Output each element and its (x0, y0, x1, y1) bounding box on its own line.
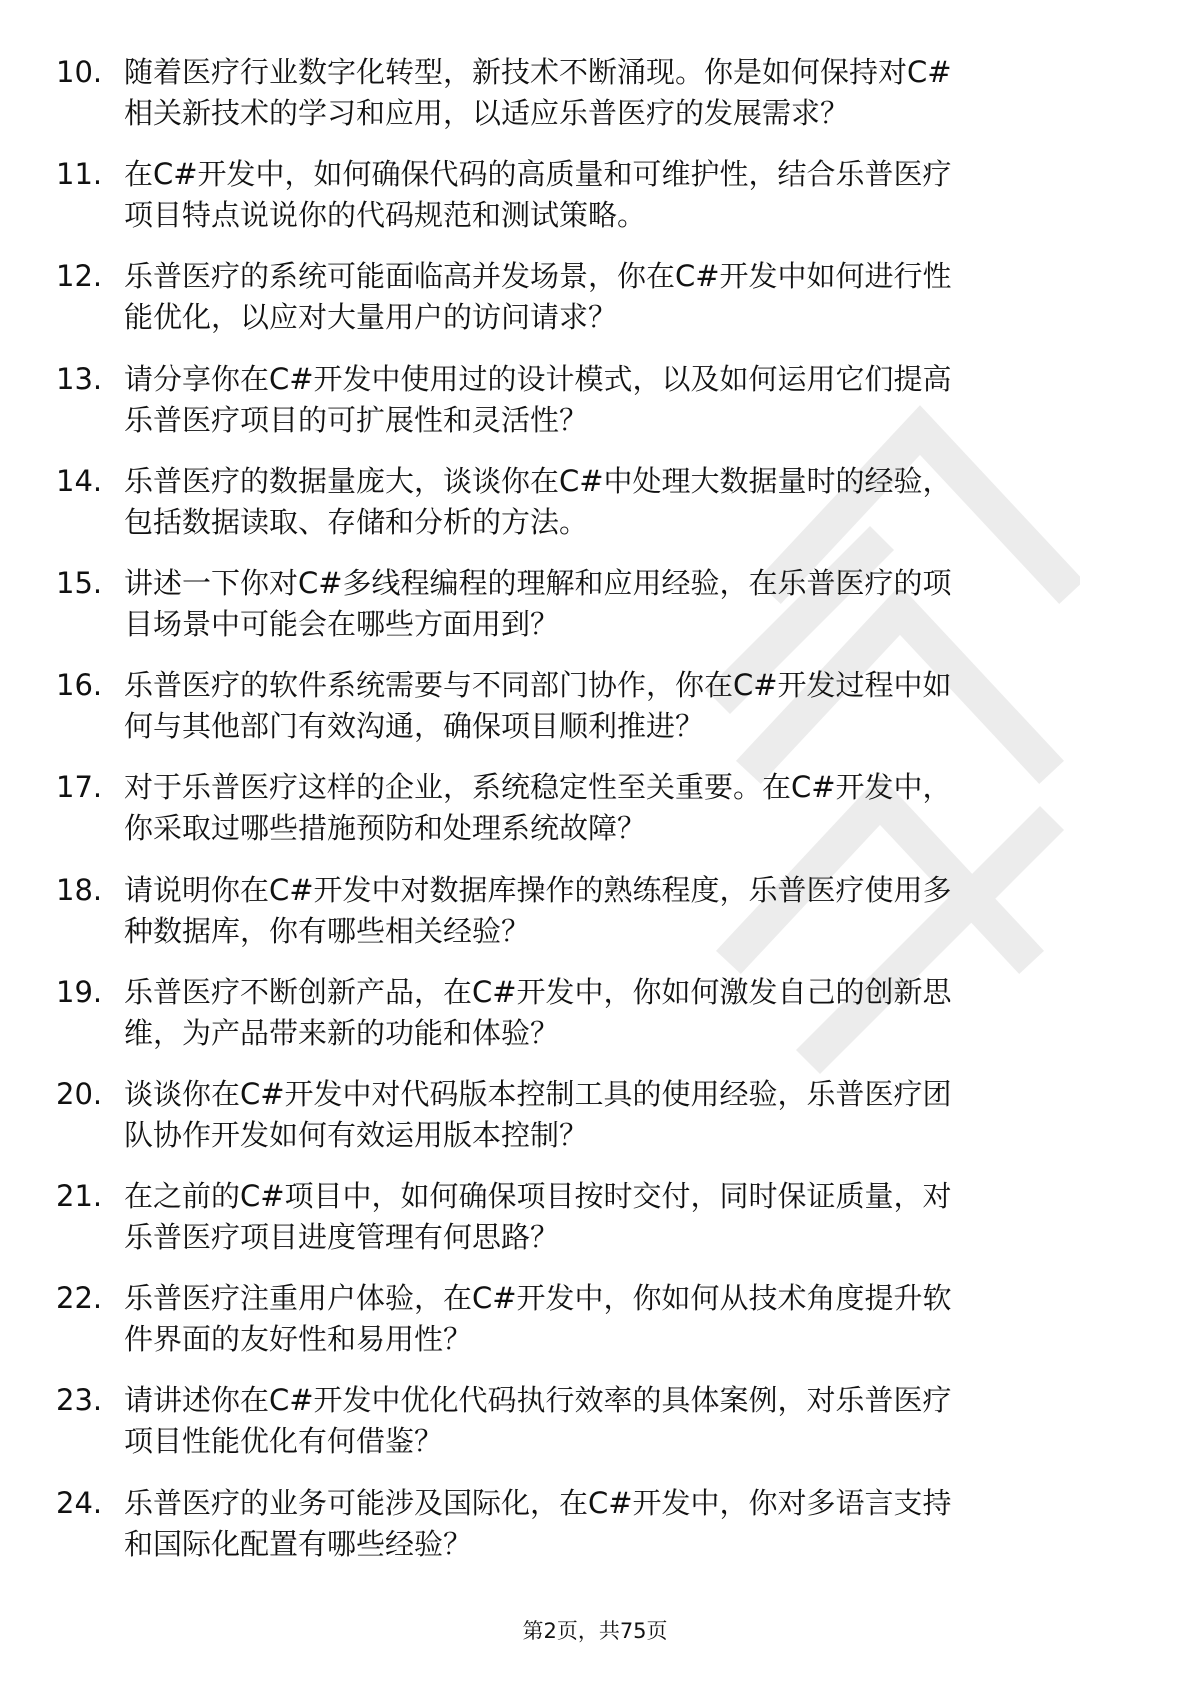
question-list (0, 52, 1190, 1585)
question-text (124, 1380, 1134, 1462)
question-text (124, 1074, 1134, 1156)
question-item (0, 563, 1190, 665)
question-number: 11. (56, 157, 103, 192)
question-text (124, 154, 1134, 236)
question-item (0, 972, 1190, 1074)
question-item (0, 1074, 1190, 1176)
question-line: 何与其他部门有效沟通，确保项目顺利推进？ (124, 709, 705, 744)
question-line: 在C#开发中，如何确保代码的高质量和可维护性，结合乐普医疗 (124, 157, 952, 192)
question-text (124, 1278, 1134, 1360)
question-text (124, 665, 1134, 747)
question-number: 20. (56, 1076, 103, 1111)
question-line: 在之前的C#项目中，如何确保项目按时交付，同时保证质量，对 (124, 1179, 952, 1214)
question-text (124, 1483, 1134, 1565)
question-line: 请分享你在C#开发中使用过的设计模式，以及如何运用它们提高 (124, 361, 952, 396)
question-text (124, 256, 1134, 338)
question-item (0, 52, 1190, 154)
question-line: 乐普医疗项目的可扩展性和灵活性？ (124, 402, 589, 437)
question-text (124, 359, 1134, 441)
question-item (0, 256, 1190, 358)
question-line: 请讲述你在C#开发中优化代码执行效率的具体案例，对乐普医疗 (124, 1383, 952, 1418)
question-line: 目场景中可能会在哪些方面用到？ (124, 606, 560, 641)
question-number: 10. (56, 55, 103, 89)
question-line: 和国际化配置有哪些经验？ (124, 1526, 473, 1561)
question-line: 件界面的友好性和易用性？ (124, 1322, 473, 1357)
question-number: 24. (56, 1485, 103, 1520)
question-line: 随着医疗行业数字化转型，新技术不断涌现。你是如何保持对C# (124, 55, 952, 89)
question-text (124, 563, 1134, 645)
question-number: 15. (56, 565, 103, 600)
question-number: 18. (56, 872, 103, 907)
question-line: 相关新技术的学习和应用，以适应乐普医疗的发展需求？ (124, 96, 850, 130)
question-text (124, 972, 1134, 1054)
question-item (0, 154, 1190, 256)
question-number: 17. (56, 770, 103, 805)
question-item (0, 1176, 1190, 1278)
question-line: 乐普医疗的数据量庞大，谈谈你在C#中处理大数据量时的经验， (124, 463, 952, 498)
question-item (0, 665, 1190, 767)
question-text (124, 1176, 1134, 1258)
question-text (124, 461, 1134, 543)
question-item (0, 767, 1190, 869)
question-line: 包括数据读取、存储和分析的方法。 (124, 504, 589, 539)
question-line: 你采取过哪些措施预防和处理系统故障？ (124, 811, 647, 846)
question-number: 22. (56, 1281, 103, 1316)
question-line: 乐普医疗的业务可能涉及国际化，在C#开发中，你对多语言支持 (124, 1485, 952, 1520)
question-line: 队协作开发如何有效运用版本控制？ (124, 1117, 589, 1152)
question-line: 种数据库，你有哪些相关经验？ (124, 913, 531, 948)
question-item (0, 1278, 1190, 1380)
question-number: 23. (56, 1383, 103, 1418)
question-line: 乐普医疗不断创新产品，在C#开发中，你如何激发自己的创新思 (124, 974, 952, 1009)
question-line: 项目性能优化有何借鉴？ (124, 1424, 444, 1459)
question-item (0, 461, 1190, 563)
question-line: 项目特点说说你的代码规范和测试策略。 (124, 198, 647, 233)
question-number: 13. (56, 361, 103, 396)
question-number: 14. (56, 463, 103, 498)
question-text (124, 767, 1134, 849)
question-line: 请说明你在C#开发中对数据库操作的熟练程度，乐普医疗使用多 (124, 872, 952, 907)
question-line: 乐普医疗的系统可能面临高并发场景，你在C#开发中如何进行性 (124, 259, 952, 294)
question-item (0, 1380, 1190, 1482)
question-number: 12. (56, 259, 103, 294)
question-line: 对于乐普医疗这样的企业，系统稳定性至关重要。在C#开发中， (124, 770, 952, 805)
question-number: 21. (56, 1179, 103, 1214)
question-item (0, 359, 1190, 461)
question-line: 乐普医疗注重用户体验，在C#开发中，你如何从技术角度提升软 (124, 1281, 952, 1316)
question-item (0, 870, 1190, 972)
question-item (0, 1483, 1190, 1585)
question-line: 讲述一下你对C#多线程编程的理解和应用经验，在乐普医疗的项 (124, 565, 952, 600)
question-number: 19. (56, 974, 103, 1009)
question-line: 乐普医疗项目进度管理有何思路？ (124, 1220, 560, 1255)
question-text (124, 52, 1134, 134)
question-number: 16. (56, 668, 103, 703)
question-line: 谈谈你在C#开发中对代码版本控制工具的使用经验，乐普医疗团 (124, 1076, 952, 1111)
question-line: 维，为产品带来新的功能和体验？ (124, 1015, 560, 1050)
question-line: 乐普医疗的软件系统需要与不同部门协作，你在C#开发过程中如 (124, 668, 952, 703)
page-footer: 第2页，共75页 (522, 1619, 668, 1643)
question-line: 能优化，以应对大量用户的访问请求？ (124, 300, 618, 335)
question-text (124, 870, 1134, 952)
